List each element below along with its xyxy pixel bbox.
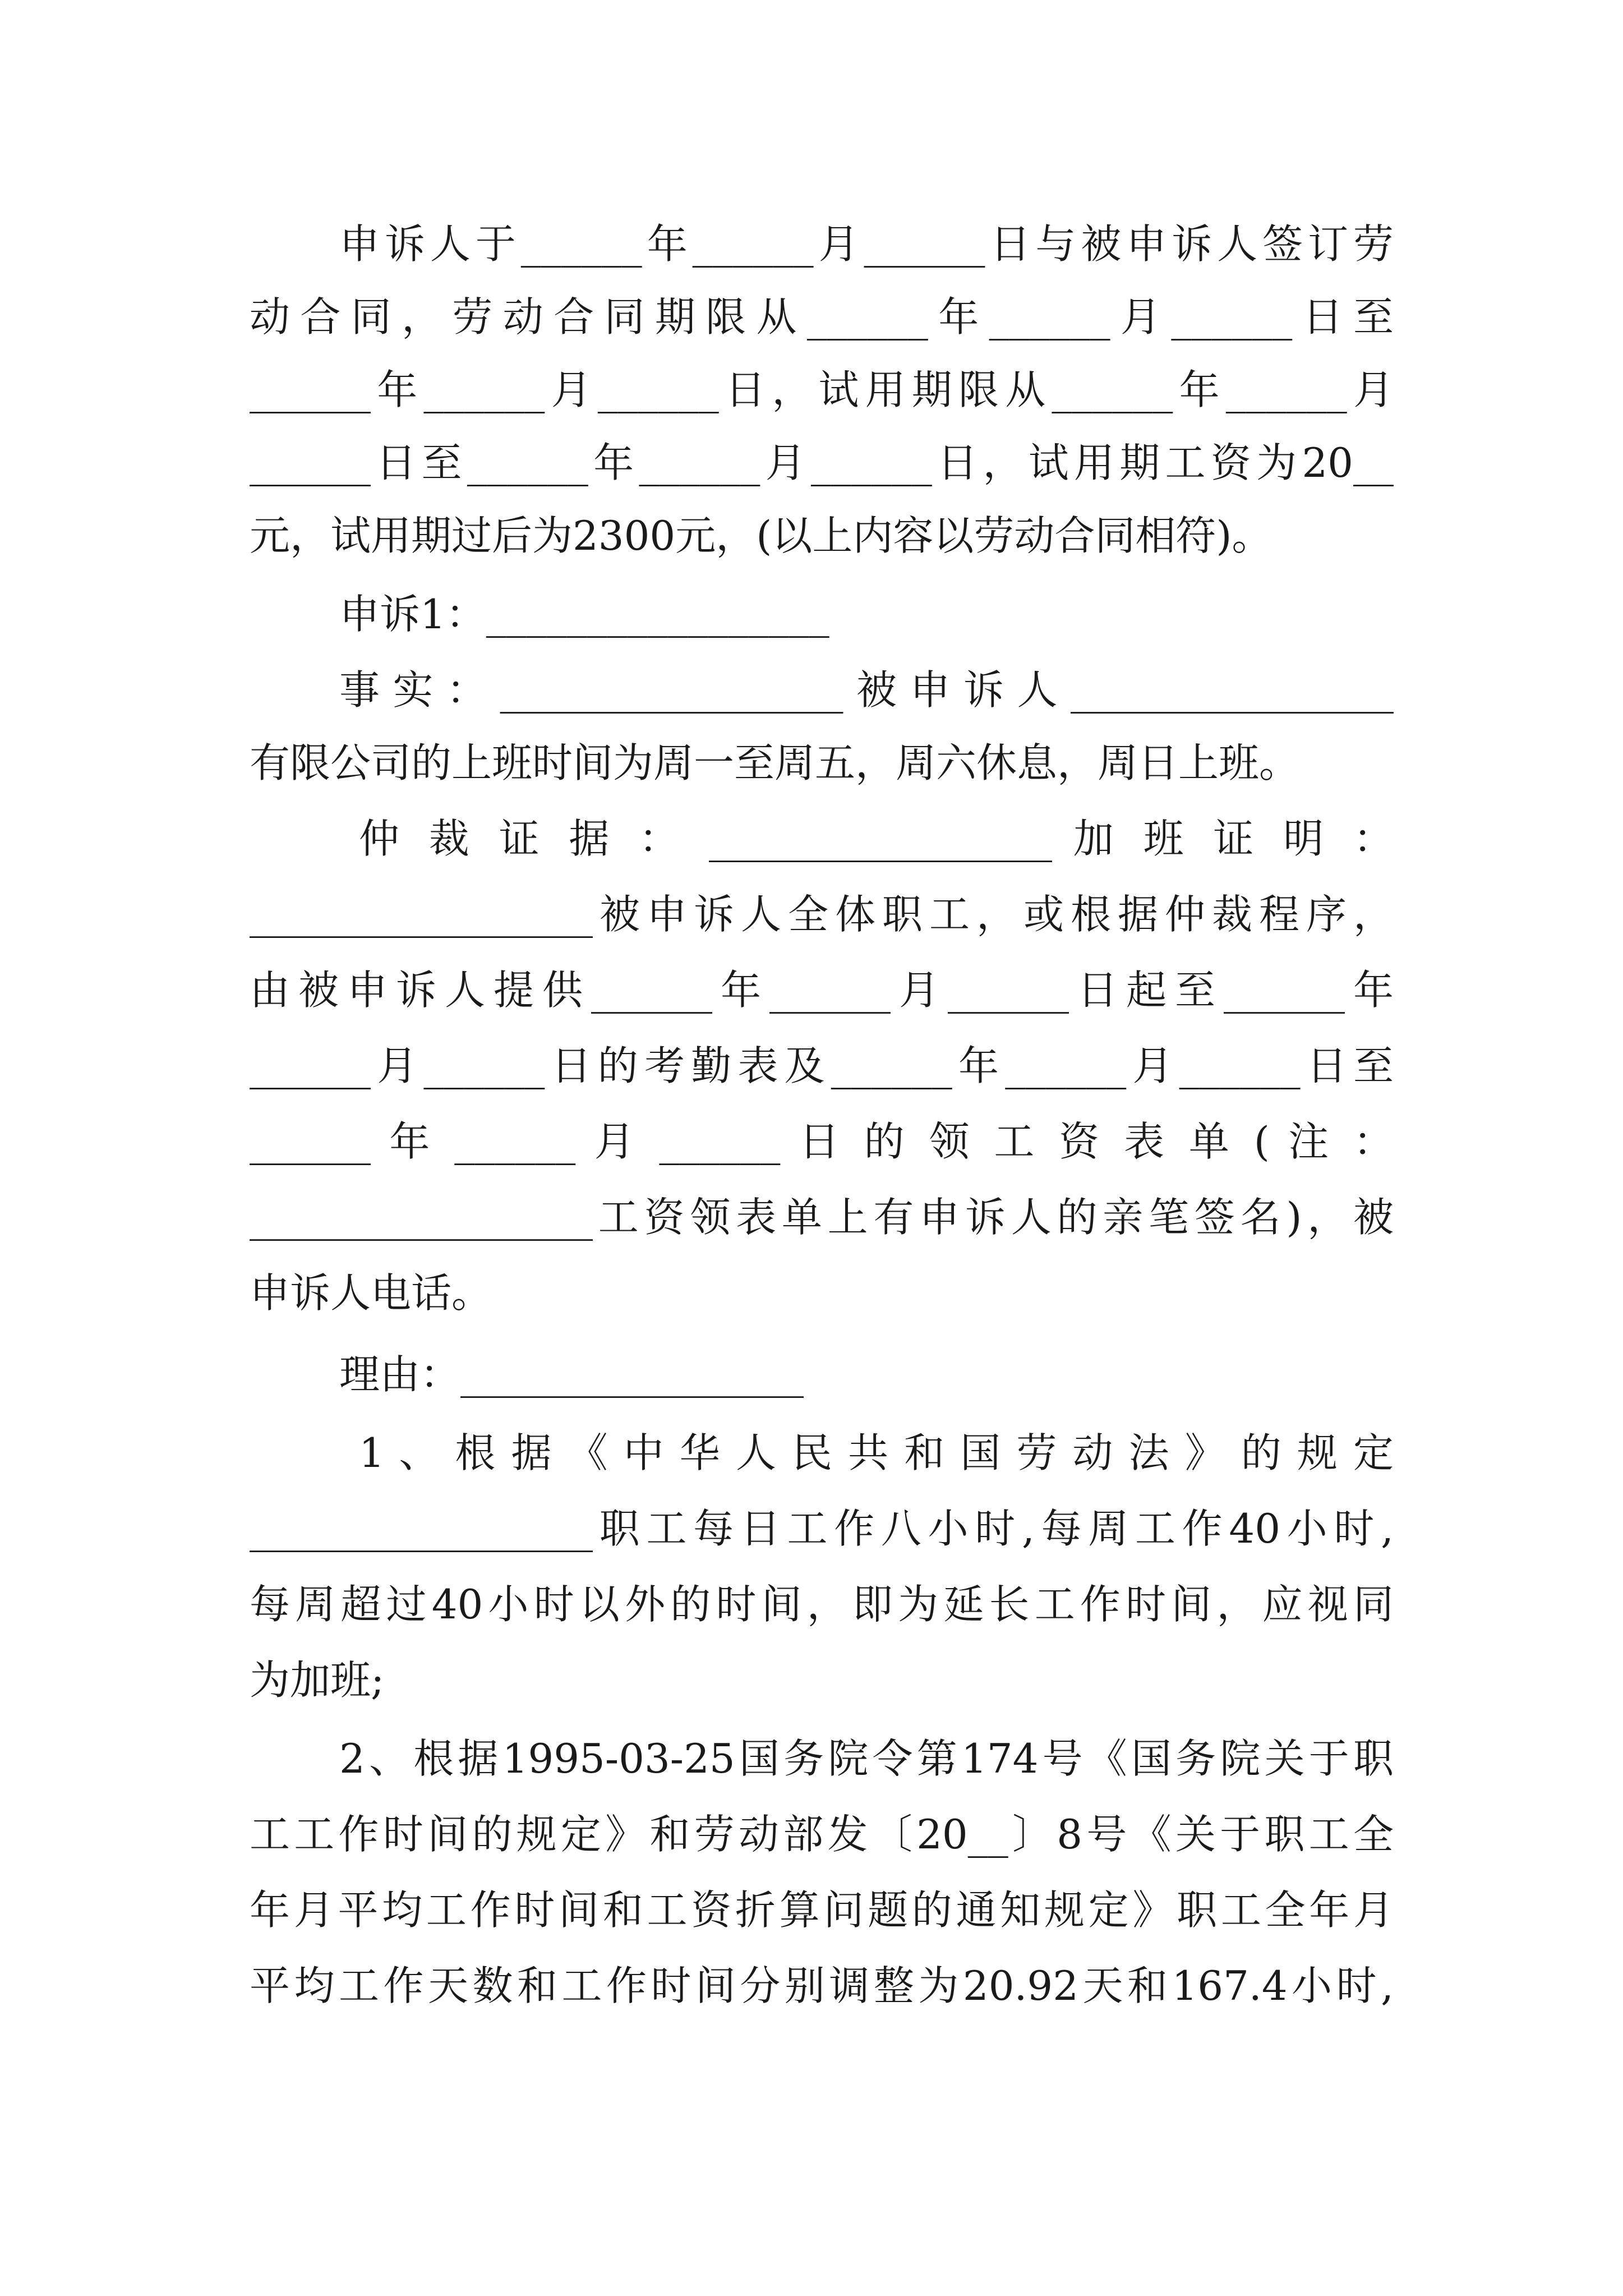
evidence-line-7: 申诉人电话。 <box>250 1269 492 1317</box>
paragraph-1-line-5: 元，试用期过后为2300元，(以上内容以劳动合同相符)。 <box>250 512 1272 559</box>
reason-1-line-3: 每周超过40小时以外的时间，即为延长工作时间，应视同 <box>250 1581 1394 1628</box>
evidence-line-4: ______月______日的考勤表及______年______月______日至 <box>250 1042 1394 1089</box>
paragraph-1-line-2: 动合同，劳动合同期限从______年______月______日至 <box>250 293 1394 341</box>
facts-line-2: 有限公司的上班时间为周一至周五，周六休息，周日上班。 <box>250 739 1300 786</box>
complaint-1-heading: 申诉1：_________________ <box>339 591 829 638</box>
facts-line-1: 事实：_________________被申诉人________________ <box>339 666 1394 714</box>
evidence-line-2: _________________被申诉人全体职工，或根据仲裁程序， <box>250 891 1394 938</box>
reason-1-line-2: _________________职工每日工作八小时,每周工作40小时, <box>250 1505 1394 1552</box>
reason-2-line-3: 年月平均工作时间和工资折算问题的通知规定》职工全年月 <box>250 1887 1394 1934</box>
reason-heading: 理由：_________________ <box>339 1351 804 1398</box>
paragraph-1-line-1: 申诉人于______年______月______日与被申诉人签订劳 <box>339 220 1394 268</box>
evidence-line-6: _________________工资领表单上有申诉人的亲笔签名)，被 <box>250 1194 1394 1241</box>
paragraph-1-line-4: ______日至______年______月______日，试用期工资为20__ <box>250 439 1394 486</box>
evidence-line-1: 仲 裁 证 据 ： _________________ 加 班 证 明 ： <box>359 815 1394 862</box>
reason-2-line-1: 2、根据1995-03-25国务院令第174号《国务院关于职 <box>339 1735 1394 1782</box>
reason-2-line-4: 平均工作天数和工作时间分别调整为20.92天和167.4小时, <box>250 1962 1394 2009</box>
paragraph-1-line-3: ______年______月______日，试用期限从______年______月 <box>250 366 1394 413</box>
evidence-line-3: 由被申诉人提供______年______月______日起至______年 <box>250 967 1394 1014</box>
reason-2-line-2: 工工作时间的规定》和劳动部发〔20__〕8号《关于职工全 <box>250 1811 1394 1858</box>
reason-1-line-4: 为加班; <box>250 1657 385 1704</box>
evidence-line-5: ______ 年 ______ 月 ______ 日 的 领 工 资 表 单 ( 注 ： <box>250 1118 1394 1165</box>
reason-1-line-1: 1 、 根 据 《 中 华 人 民 共 和 国 劳 动 法 》 的 规 定 <box>359 1429 1394 1476</box>
